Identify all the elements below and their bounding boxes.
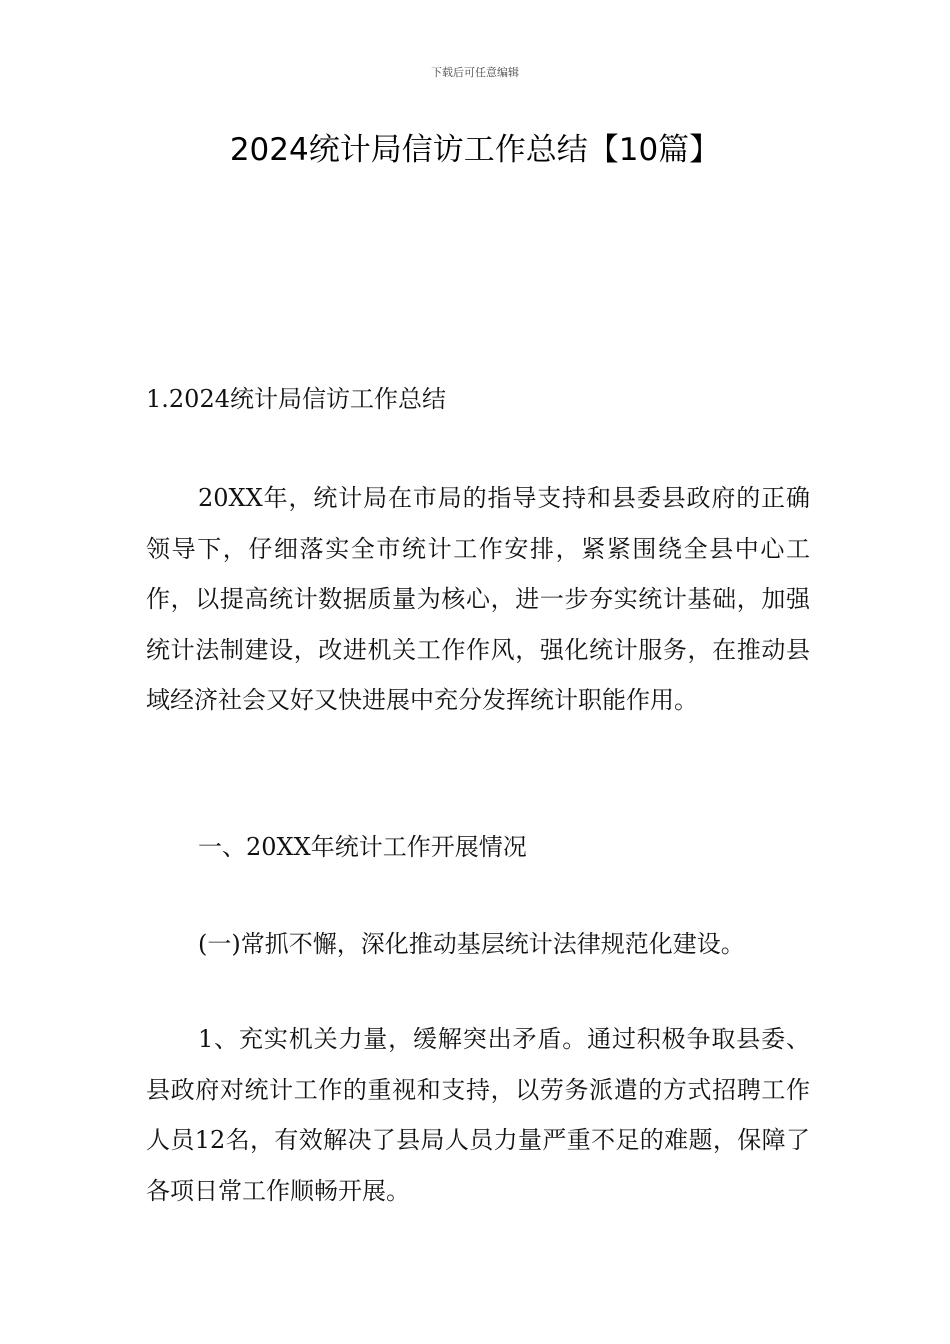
section-heading: 1.2024统计局信访工作总结 — [146, 385, 446, 413]
subheading-work-status: 一、20XX年统计工作开展情况 — [198, 833, 527, 861]
document-title: 2024统计局信访工作总结【10篇】 — [229, 132, 721, 168]
page-header-note: 下载后可任意编辑 — [431, 66, 519, 79]
subheading-legal-standardization: (一)常抓不懈，深化推动基层统计法律规范化建设。 — [198, 930, 745, 958]
item-paragraph-1: 1、充实机关力量，缓解突出矛盾。通过积极争取县委、县政府对统计工作的重视和支持，以劳务派遣的方式招聘工作人员12名，有效解决了县局人员力量严重不足的难题，保障了各项日常工作顺畅开展。 — [146, 1025, 810, 1205]
intro-paragraph: 20XX年，统计局在市局的指导支持和县委县政府的正确领导下，仔细落实全市统计工作安排，紧紧围绕全县中心工作，以提高统计数据质量为核心，进一步夯实统计基础，加强统计法制建设，改进机关工作作风，强化统计服务，在推动县域经济社会又好又快进展中充分发挥统计职能作用。 — [146, 484, 810, 714]
